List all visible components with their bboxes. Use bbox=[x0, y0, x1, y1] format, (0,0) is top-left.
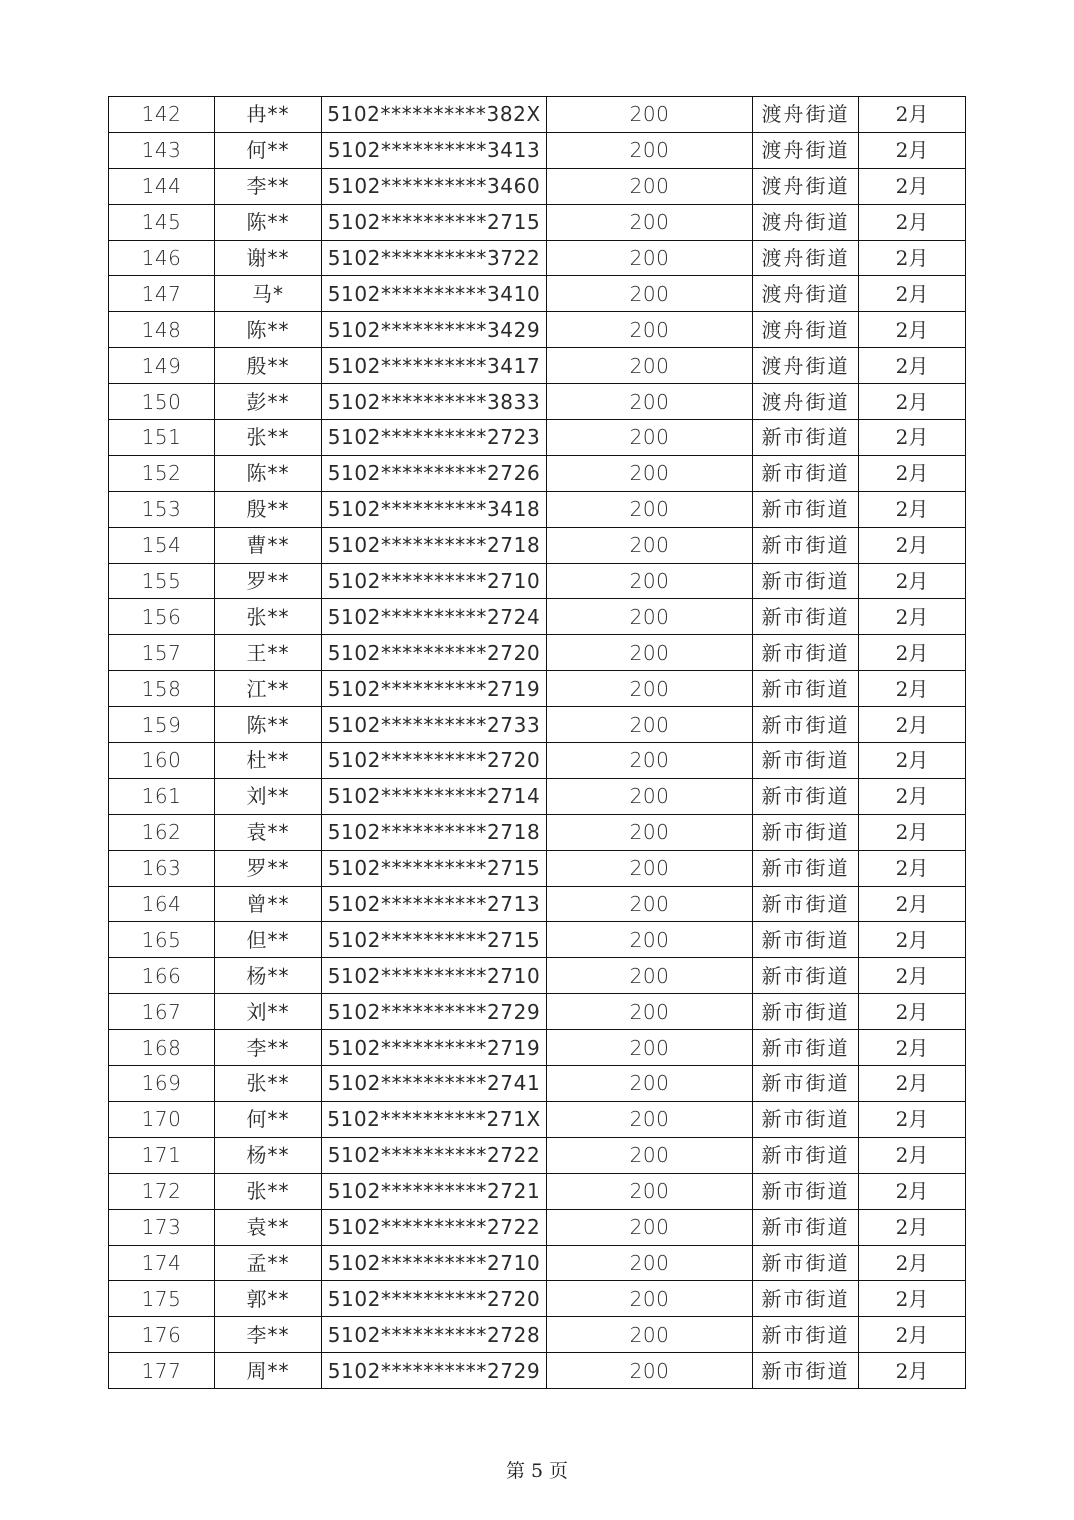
row-index-cell: 177 bbox=[109, 1353, 215, 1389]
id-number-cell: 5102**********2733 bbox=[322, 707, 547, 743]
row-index-cell: 146 bbox=[109, 240, 215, 276]
id-number-cell: 5102**********2722 bbox=[322, 1209, 547, 1245]
table-row bbox=[109, 204, 966, 240]
table-row bbox=[109, 455, 966, 491]
month-cell: 2月 bbox=[859, 743, 966, 779]
month-cell: 2月 bbox=[859, 455, 966, 491]
month-cell: 2月 bbox=[859, 1030, 966, 1066]
month-cell: 2月 bbox=[859, 348, 966, 384]
amount-cell: 200 bbox=[547, 348, 753, 384]
month-cell: 2月 bbox=[859, 707, 966, 743]
row-index-cell: 142 bbox=[109, 97, 215, 133]
street-name-cell: 渡舟街道 bbox=[753, 204, 859, 240]
amount-cell: 200 bbox=[547, 635, 753, 671]
page-number: 5 bbox=[530, 1460, 544, 1482]
table-row bbox=[109, 886, 966, 922]
street-name-cell: 渡舟街道 bbox=[753, 132, 859, 168]
street-name-cell: 渡舟街道 bbox=[753, 240, 859, 276]
table-row bbox=[109, 958, 966, 994]
street-name-cell: 新市街道 bbox=[753, 1137, 859, 1173]
amount-cell: 200 bbox=[547, 1281, 753, 1317]
amount-cell: 200 bbox=[547, 312, 753, 348]
table-row bbox=[109, 1209, 966, 1245]
month-cell: 2月 bbox=[859, 384, 966, 420]
id-number-cell: 5102**********2723 bbox=[322, 420, 547, 456]
table-row bbox=[109, 527, 966, 563]
person-name-cell: 张** bbox=[215, 420, 322, 456]
amount-cell: 200 bbox=[547, 994, 753, 1030]
row-index-cell: 168 bbox=[109, 1030, 215, 1066]
month-cell: 2月 bbox=[859, 527, 966, 563]
row-index-cell: 176 bbox=[109, 1317, 215, 1353]
row-index-cell: 171 bbox=[109, 1137, 215, 1173]
page-footer bbox=[0, 1456, 1074, 1483]
row-index-cell: 148 bbox=[109, 312, 215, 348]
id-number-cell: 5102**********3417 bbox=[322, 348, 547, 384]
street-name-cell: 新市街道 bbox=[753, 958, 859, 994]
month-cell: 2月 bbox=[859, 563, 966, 599]
month-cell: 2月 bbox=[859, 671, 966, 707]
month-cell: 2月 bbox=[859, 1101, 966, 1137]
month-cell: 2月 bbox=[859, 1173, 966, 1209]
month-cell: 2月 bbox=[859, 1317, 966, 1353]
month-cell: 2月 bbox=[859, 204, 966, 240]
street-name-cell: 新市街道 bbox=[753, 1209, 859, 1245]
table-row bbox=[109, 1101, 966, 1137]
id-number-cell: 5102**********2728 bbox=[322, 1317, 547, 1353]
table-row bbox=[109, 599, 966, 635]
person-name-cell: 杜** bbox=[215, 743, 322, 779]
id-number-cell: 5102**********3418 bbox=[322, 491, 547, 527]
id-number-cell: 5102**********2729 bbox=[322, 994, 547, 1030]
street-name-cell: 新市街道 bbox=[753, 707, 859, 743]
street-name-cell: 新市街道 bbox=[753, 1245, 859, 1281]
amount-cell: 200 bbox=[547, 1066, 753, 1102]
row-index-cell: 161 bbox=[109, 778, 215, 814]
street-name-cell: 新市街道 bbox=[753, 1281, 859, 1317]
row-index-cell: 163 bbox=[109, 850, 215, 886]
month-cell: 2月 bbox=[859, 1245, 966, 1281]
person-name-cell: 刘** bbox=[215, 778, 322, 814]
table-row bbox=[109, 922, 966, 958]
amount-cell: 200 bbox=[547, 527, 753, 563]
id-number-cell: 5102**********2741 bbox=[322, 1066, 547, 1102]
amount-cell: 200 bbox=[547, 707, 753, 743]
street-name-cell: 渡舟街道 bbox=[753, 312, 859, 348]
amount-cell: 200 bbox=[547, 743, 753, 779]
table-row bbox=[109, 97, 966, 133]
month-cell: 2月 bbox=[859, 886, 966, 922]
amount-cell: 200 bbox=[547, 384, 753, 420]
table-row bbox=[109, 491, 966, 527]
id-number-cell: 5102**********2715 bbox=[322, 850, 547, 886]
row-index-cell: 145 bbox=[109, 204, 215, 240]
person-name-cell: 曹** bbox=[215, 527, 322, 563]
amount-cell: 200 bbox=[547, 958, 753, 994]
month-cell: 2月 bbox=[859, 850, 966, 886]
row-index-cell: 157 bbox=[109, 635, 215, 671]
month-cell: 2月 bbox=[859, 132, 966, 168]
row-index-cell: 155 bbox=[109, 563, 215, 599]
row-index-cell: 147 bbox=[109, 276, 215, 312]
amount-cell: 200 bbox=[547, 599, 753, 635]
person-name-cell: 陈** bbox=[215, 707, 322, 743]
street-name-cell: 渡舟街道 bbox=[753, 97, 859, 133]
amount-cell: 200 bbox=[547, 1030, 753, 1066]
street-name-cell: 新市街道 bbox=[753, 420, 859, 456]
id-number-cell: 5102**********2715 bbox=[322, 204, 547, 240]
amount-cell: 200 bbox=[547, 420, 753, 456]
id-number-cell: 5102**********2710 bbox=[322, 958, 547, 994]
table-row bbox=[109, 384, 966, 420]
month-cell: 2月 bbox=[859, 1137, 966, 1173]
amount-cell: 200 bbox=[547, 1317, 753, 1353]
person-name-cell: 彭** bbox=[215, 384, 322, 420]
street-name-cell: 新市街道 bbox=[753, 922, 859, 958]
table-row bbox=[109, 1066, 966, 1102]
id-number-cell: 5102**********2720 bbox=[322, 743, 547, 779]
table-row bbox=[109, 1281, 966, 1317]
id-number-cell: 5102**********2720 bbox=[322, 635, 547, 671]
month-cell: 2月 bbox=[859, 1066, 966, 1102]
month-cell: 2月 bbox=[859, 312, 966, 348]
row-index-cell: 174 bbox=[109, 1245, 215, 1281]
table-row bbox=[109, 671, 966, 707]
table-row bbox=[109, 635, 966, 671]
amount-cell: 200 bbox=[547, 1209, 753, 1245]
page-label-suffix: 页 bbox=[549, 1460, 569, 1482]
person-name-cell: 袁** bbox=[215, 1209, 322, 1245]
table-row bbox=[109, 168, 966, 204]
id-number-cell: 5102**********2718 bbox=[322, 814, 547, 850]
street-name-cell: 新市街道 bbox=[753, 994, 859, 1030]
table-row bbox=[109, 348, 966, 384]
table-row bbox=[109, 814, 966, 850]
street-name-cell: 渡舟街道 bbox=[753, 276, 859, 312]
amount-cell: 200 bbox=[547, 240, 753, 276]
person-name-cell: 何** bbox=[215, 132, 322, 168]
street-name-cell: 新市街道 bbox=[753, 527, 859, 563]
row-index-cell: 150 bbox=[109, 384, 215, 420]
street-name-cell: 新市街道 bbox=[753, 563, 859, 599]
id-number-cell: 5102**********2719 bbox=[322, 1030, 547, 1066]
roster-body bbox=[109, 97, 966, 1389]
month-cell: 2月 bbox=[859, 168, 966, 204]
table-row bbox=[109, 1137, 966, 1173]
id-number-cell: 5102**********3410 bbox=[322, 276, 547, 312]
amount-cell: 200 bbox=[547, 814, 753, 850]
person-name-cell: 谢** bbox=[215, 240, 322, 276]
street-name-cell: 新市街道 bbox=[753, 1066, 859, 1102]
street-name-cell: 新市街道 bbox=[753, 671, 859, 707]
street-name-cell: 新市街道 bbox=[753, 491, 859, 527]
amount-cell: 200 bbox=[547, 204, 753, 240]
row-index-cell: 156 bbox=[109, 599, 215, 635]
table-row bbox=[109, 312, 966, 348]
row-index-cell: 167 bbox=[109, 994, 215, 1030]
month-cell: 2月 bbox=[859, 276, 966, 312]
row-index-cell: 152 bbox=[109, 455, 215, 491]
id-number-cell: 5102**********2726 bbox=[322, 455, 547, 491]
table-row bbox=[109, 420, 966, 456]
person-name-cell: 殷** bbox=[215, 348, 322, 384]
street-name-cell: 新市街道 bbox=[753, 635, 859, 671]
row-index-cell: 144 bbox=[109, 168, 215, 204]
table-row bbox=[109, 1173, 966, 1209]
month-cell: 2月 bbox=[859, 97, 966, 133]
amount-cell: 200 bbox=[547, 850, 753, 886]
row-index-cell: 173 bbox=[109, 1209, 215, 1245]
row-index-cell: 143 bbox=[109, 132, 215, 168]
month-cell: 2月 bbox=[859, 814, 966, 850]
street-name-cell: 新市街道 bbox=[753, 814, 859, 850]
person-name-cell: 李** bbox=[215, 1317, 322, 1353]
month-cell: 2月 bbox=[859, 635, 966, 671]
person-name-cell: 罗** bbox=[215, 850, 322, 886]
person-name-cell: 曾** bbox=[215, 886, 322, 922]
street-name-cell: 渡舟街道 bbox=[753, 348, 859, 384]
person-name-cell: 李** bbox=[215, 1030, 322, 1066]
person-name-cell: 袁** bbox=[215, 814, 322, 850]
amount-cell: 200 bbox=[547, 671, 753, 707]
person-name-cell: 江** bbox=[215, 671, 322, 707]
amount-cell: 200 bbox=[547, 1245, 753, 1281]
row-index-cell: 162 bbox=[109, 814, 215, 850]
id-number-cell: 5102**********2714 bbox=[322, 778, 547, 814]
id-number-cell: 5102**********2710 bbox=[322, 563, 547, 599]
person-name-cell: 但** bbox=[215, 922, 322, 958]
person-name-cell: 张** bbox=[215, 1173, 322, 1209]
id-number-cell: 5102**********3429 bbox=[322, 312, 547, 348]
id-number-cell: 5102**********271X bbox=[322, 1101, 547, 1137]
id-number-cell: 5102**********382X bbox=[322, 97, 547, 133]
table-row bbox=[109, 1245, 966, 1281]
id-number-cell: 5102**********3413 bbox=[322, 132, 547, 168]
street-name-cell: 新市街道 bbox=[753, 599, 859, 635]
row-index-cell: 149 bbox=[109, 348, 215, 384]
month-cell: 2月 bbox=[859, 240, 966, 276]
row-index-cell: 164 bbox=[109, 886, 215, 922]
subsidy-roster-table bbox=[108, 96, 966, 1389]
table-row bbox=[109, 850, 966, 886]
amount-cell: 200 bbox=[547, 132, 753, 168]
id-number-cell: 5102**********2721 bbox=[322, 1173, 547, 1209]
street-name-cell: 渡舟街道 bbox=[753, 384, 859, 420]
id-number-cell: 5102**********2720 bbox=[322, 1281, 547, 1317]
street-name-cell: 新市街道 bbox=[753, 1030, 859, 1066]
amount-cell: 200 bbox=[547, 491, 753, 527]
street-name-cell: 渡舟街道 bbox=[753, 168, 859, 204]
table-row bbox=[109, 1353, 966, 1389]
row-index-cell: 153 bbox=[109, 491, 215, 527]
person-name-cell: 郭** bbox=[215, 1281, 322, 1317]
person-name-cell: 殷** bbox=[215, 491, 322, 527]
person-name-cell: 罗** bbox=[215, 563, 322, 599]
amount-cell: 200 bbox=[547, 97, 753, 133]
row-index-cell: 166 bbox=[109, 958, 215, 994]
month-cell: 2月 bbox=[859, 778, 966, 814]
table-row bbox=[109, 132, 966, 168]
row-index-cell: 170 bbox=[109, 1101, 215, 1137]
row-index-cell: 175 bbox=[109, 1281, 215, 1317]
row-index-cell: 160 bbox=[109, 743, 215, 779]
row-index-cell: 151 bbox=[109, 420, 215, 456]
row-index-cell: 159 bbox=[109, 707, 215, 743]
amount-cell: 200 bbox=[547, 886, 753, 922]
table-row bbox=[109, 994, 966, 1030]
amount-cell: 200 bbox=[547, 1137, 753, 1173]
amount-cell: 200 bbox=[547, 168, 753, 204]
id-number-cell: 5102**********3833 bbox=[322, 384, 547, 420]
person-name-cell: 杨** bbox=[215, 1137, 322, 1173]
person-name-cell: 周** bbox=[215, 1353, 322, 1389]
person-name-cell: 陈** bbox=[215, 204, 322, 240]
id-number-cell: 5102**********3460 bbox=[322, 168, 547, 204]
amount-cell: 200 bbox=[547, 922, 753, 958]
table-row bbox=[109, 240, 966, 276]
amount-cell: 200 bbox=[547, 1101, 753, 1137]
street-name-cell: 新市街道 bbox=[753, 778, 859, 814]
amount-cell: 200 bbox=[547, 1353, 753, 1389]
table-row bbox=[109, 707, 966, 743]
amount-cell: 200 bbox=[547, 563, 753, 599]
month-cell: 2月 bbox=[859, 1209, 966, 1245]
person-name-cell: 何** bbox=[215, 1101, 322, 1137]
month-cell: 2月 bbox=[859, 599, 966, 635]
person-name-cell: 张** bbox=[215, 1066, 322, 1102]
street-name-cell: 新市街道 bbox=[753, 743, 859, 779]
month-cell: 2月 bbox=[859, 994, 966, 1030]
row-index-cell: 158 bbox=[109, 671, 215, 707]
page-label-prefix: 第 bbox=[505, 1460, 525, 1482]
id-number-cell: 5102**********2724 bbox=[322, 599, 547, 635]
row-index-cell: 154 bbox=[109, 527, 215, 563]
id-number-cell: 5102**********2719 bbox=[322, 671, 547, 707]
person-name-cell: 陈** bbox=[215, 312, 322, 348]
row-index-cell: 165 bbox=[109, 922, 215, 958]
month-cell: 2月 bbox=[859, 1281, 966, 1317]
person-name-cell: 马* bbox=[215, 276, 322, 312]
id-number-cell: 5102**********2715 bbox=[322, 922, 547, 958]
table-row bbox=[109, 276, 966, 312]
month-cell: 2月 bbox=[859, 420, 966, 456]
table-row bbox=[109, 743, 966, 779]
person-name-cell: 孟** bbox=[215, 1245, 322, 1281]
id-number-cell: 5102**********3722 bbox=[322, 240, 547, 276]
table-row bbox=[109, 778, 966, 814]
person-name-cell: 陈** bbox=[215, 455, 322, 491]
month-cell: 2月 bbox=[859, 491, 966, 527]
person-name-cell: 冉** bbox=[215, 97, 322, 133]
person-name-cell: 张** bbox=[215, 599, 322, 635]
street-name-cell: 新市街道 bbox=[753, 1317, 859, 1353]
amount-cell: 200 bbox=[547, 778, 753, 814]
id-number-cell: 5102**********2718 bbox=[322, 527, 547, 563]
id-number-cell: 5102**********2710 bbox=[322, 1245, 547, 1281]
person-name-cell: 刘** bbox=[215, 994, 322, 1030]
table-row bbox=[109, 1317, 966, 1353]
street-name-cell: 新市街道 bbox=[753, 1173, 859, 1209]
street-name-cell: 新市街道 bbox=[753, 1353, 859, 1389]
street-name-cell: 新市街道 bbox=[753, 850, 859, 886]
person-name-cell: 李** bbox=[215, 168, 322, 204]
amount-cell: 200 bbox=[547, 455, 753, 491]
person-name-cell: 杨** bbox=[215, 958, 322, 994]
amount-cell: 200 bbox=[547, 1173, 753, 1209]
id-number-cell: 5102**********2722 bbox=[322, 1137, 547, 1173]
month-cell: 2月 bbox=[859, 922, 966, 958]
amount-cell: 200 bbox=[547, 276, 753, 312]
month-cell: 2月 bbox=[859, 1353, 966, 1389]
id-number-cell: 5102**********2729 bbox=[322, 1353, 547, 1389]
row-index-cell: 172 bbox=[109, 1173, 215, 1209]
street-name-cell: 新市街道 bbox=[753, 1101, 859, 1137]
table-row bbox=[109, 1030, 966, 1066]
street-name-cell: 新市街道 bbox=[753, 455, 859, 491]
row-index-cell: 169 bbox=[109, 1066, 215, 1102]
person-name-cell: 王** bbox=[215, 635, 322, 671]
table-row bbox=[109, 563, 966, 599]
id-number-cell: 5102**********2713 bbox=[322, 886, 547, 922]
month-cell: 2月 bbox=[859, 958, 966, 994]
street-name-cell: 新市街道 bbox=[753, 886, 859, 922]
